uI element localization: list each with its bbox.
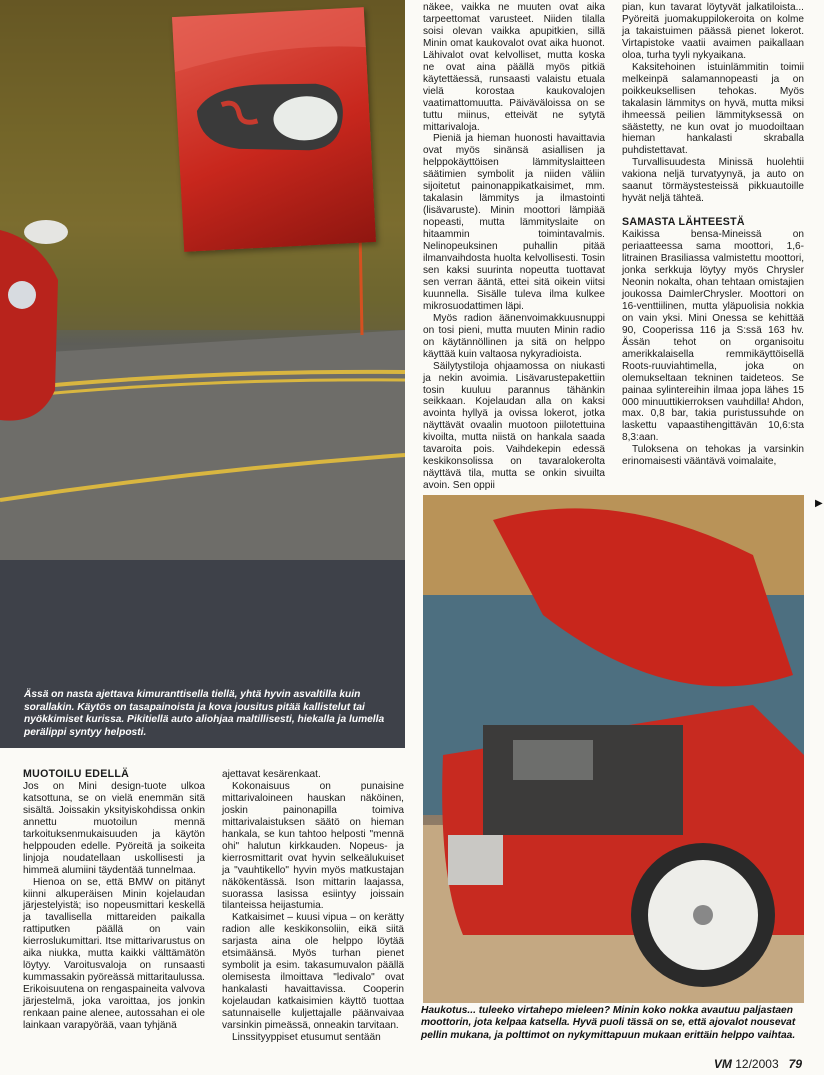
side-indicator-inset-photo — [172, 7, 376, 252]
paragraph: Turvallisuudesta Minissä huolehtii vakiona neljä turvatyynyä, ja auto on saanut törmäystesteissä pikkuautoille hyvät neljä tähteä. — [622, 157, 804, 205]
column-2 — [222, 769, 404, 1044]
issue-number: 12/2003 — [735, 1057, 779, 1071]
section-heading-muotoilu: MUOTOILU EDELLÄ — [23, 768, 130, 780]
paragraph: Katkaisimet – kuusi vipua – on kerätty radion alle keskikonsoliin, eikä siitä sarjasta aina ole helppo löytää etsimäänsä. Myös turhan pienet symbolit ja esim. takasumuvalon päällä olemisesta ilmoittava "ledivalo" ovat hankalasti havaittavissa. Cooperin kojelaudan katkaisimien käyttö tuottaa satunnaiselle kuljettajalle päänvaivaa varsinkin pimeässä, onneakin tarvitaan. — [222, 912, 404, 1032]
bottom-photo-caption: Haukotus... tuleeko virtahepo mieleen? Minin koko nokka avautuu paljastaen moottorin, jota kelpaa katsella. Hyvä puoli tässä on se, että ajovalot nousevat pellin mukana, ja polttimot on nykymittapuun mukaan erittäin helppo vaihtaa. — [421, 1005, 796, 1041]
top-photo-caption: Ässä on nasta ajettava kimuranttisella tiellä, yhtä hyvin asvaltilla kuin sorallakin. Käytös on tasapainoista ja kova jousitus pitää kallistelut tai nyökkimiset kurissa. Pikitiellä auto aliohjaa maltillisesti, hiekalla ja lumella perälippi syntyy helposti. — [24, 689, 385, 738]
road-photo — [0, 0, 405, 748]
paragraph: pian, kun tavarat löytyvät jalkatiloista... Pyöreitä juomakuppilokeroita on kolme ja takaistuimen päässä pienet lokerot. Virtapistoke vaatii avaimen paikallaan oloa, turha tyyli nykyaikana. — [622, 2, 804, 61]
paragraph: Jos on Mini design-tuote ulkoa katsottuna, se on vielä enemmän sitä sisältä. Joissakin yksityiskohdissa onkin annettu muotoilun mennä tarkoituksenmukaisuuden ja käytön helppouden edelle. Pyöreitä ja soikeita linjoja noudatellaan uskollisesti ja himmeä alumiini täydentää tunnelmaa. — [23, 780, 205, 876]
paragraph: ajettavat kesärenkaat. — [222, 769, 321, 780]
paragraph: Kaksitehoinen istuinlämmitin toimii melkeinpä salamannopeasti ja on poikkeuksellisen tehokas. Myös takalasin lämmitys on hyvä, mutta miksi ihmeessä peilien lämmityksessä on säästetty, ne kun ovat jo muodoiltaan hieman hankalasti skraballa puhdistettavat. — [622, 61, 804, 157]
paragraph: näkee, vaikka ne muuten ovat aika tarpeettomat varusteet. Niiden tilalla soisi olevan vaikka apupitkien, sillä Minin omat kaukovalot ovat aika huonot. Lähivalot ovat kelvolliset, mutta koska ne ovat aina päällä myös pitkiä käytettäessä, runsaasti valaistu etuala vielä korostaa kaukovalojen vaatimattomuutta. Päiväväloissa on se tuttu miinus, etteivät ne sytytä mittarivaloja. — [423, 2, 605, 133]
section-heading-samasta: SAMASTA LÄHTEESTÄ — [622, 216, 745, 229]
page-footer — [714, 1057, 802, 1071]
paragraph: Säilytystiloja ohjaamossa on niukasti ja nekin avoimia. Lisävarustepakettiin tosin kuuluu parannus tähänkin seikkaan. Kojelaudan alla on kaksi avointa hyllyä ja ovissa lokerot, jotka näyttävät ovaalin muotoon piilotettuina kivoilta, mutta niistä on hankala saada tavaroita pois. Vaihdekepin edessä keskikonsolissa on tavaralokerolta näyttävä tila, mutta se onkin sivuilta avoin. Sen oppii — [423, 360, 605, 492]
engine-photo — [423, 495, 804, 1003]
page-number: 79 — [788, 1057, 802, 1071]
paragraph: Pieniä ja hieman huonosti havaittavia ovat myös sinänsä asiallisen ja helppokäyttöisen lämmityslaitteen säätimien symbolit ja niiden väliin sijoitetut painonappikatkaisimet, mm. takalasin lämmitys ja ilmastointi (lisävaruste). Minin moottori lämpiää nopeasti, mutta lämmityslaite on hitaammin toimintavalmis. Nelinopeuksinen puhallin pitää ilmanvaihdosta huolta kelvollisesti. Tosin sen kaksi suurinta nopeutta tuottavat sen verran ääntä, ettei sitä oikein viitsi kuunnella. Sisälle tuleva ilma kulkee mikrosuodattimen läpi. — [423, 133, 605, 312]
paragraph: Myös radion äänenvoimakkuusnuppi on tosi pieni, mutta muuten Minin radio on käytännöllinen ja sitä on helppo käyttää kuin valtaosa nykyradioista. — [423, 312, 605, 360]
paragraph: Kokonaisuus on punaisine mittarivaloineen hauskan näköinen, joskin painonapilla toimiva mittarivalaistuksen säätö on hieman hankala, se kun tahtoo helposti "mennä ohi" halutun kirkkauden. Nopeus- ja kierrosmittarit ovat hyvin selkeälukuiset ja "vauhtikello" hyvin myös matkustajan näkökentässä. Ison mittarin laajassa, suorassa lasissa esiintyy joissain tilanteissa heijastumia. — [222, 780, 404, 912]
paragraph: Kaikissa bensa-Mineissä on periaatteessa sama moottori, 1,6-litrainen Brasiliassa valmistettu moottori, jonka serkkuja löytyy myös Chrysler Neonin nokalta, ohan tehtaan omistajien joukossa DaimlerChrysler. Moottori on 16-venttiilinen, mutta yläpuolisia nokkia on vain yksi. Mini Onessa se kehittää 90, Cooperissa 116 ja S:ssä 163 hv. Ässän tehot on organisoitu amerikkalaisella remmikäyttöisellä Roots-ruuviahtimella, joka on olemukseltaan tekninen taideteos. Se painaa sylintereihin ilmaa jopa lähes 15 000 minuuttikierroksen vauhdilla! Ahdon, max. 0,8 bar, takia puristussuhde on laskettu vapaastihengittävän 10,6:sta 8,3:aan. — [622, 229, 804, 444]
column-1 — [23, 769, 205, 1032]
paragraph: Hienoa on se, että BMW on pitänyt kiinni alkuperäisen Minin kojelaudan järjestelyistä; iso nopeusmittari keskellä ja tavallisella mittareiden paikalla rattiputken päällä on vain kierroslukumittari. Itse mittarivarustus on aika niukka, mutta kaikki välttämätön löytyy. Varoitusvaloja on runsaasti kummassakin pyöreässä mittaritaulussa. Erikoisuutena on rengaspaineita valvova järjestelmä, joka varoittaa, jos jonkin renkaan paine alenee, autossahan ei ole lainkaan varapyörää, vaan tyhjänä — [23, 876, 205, 1032]
column-3 — [423, 2, 605, 492]
engine-scene — [423, 495, 804, 1003]
continue-arrow-icon: ▶ — [815, 498, 823, 509]
paragraph: Tuloksena on tehokas ja varsinkin erinomaisesti vääntävä voimalaite, — [622, 444, 804, 468]
magazine-name: VM — [713, 1057, 732, 1071]
paragraph: Linssityyppiset etusumut sentään — [232, 1031, 381, 1043]
column-4 — [622, 2, 804, 468]
